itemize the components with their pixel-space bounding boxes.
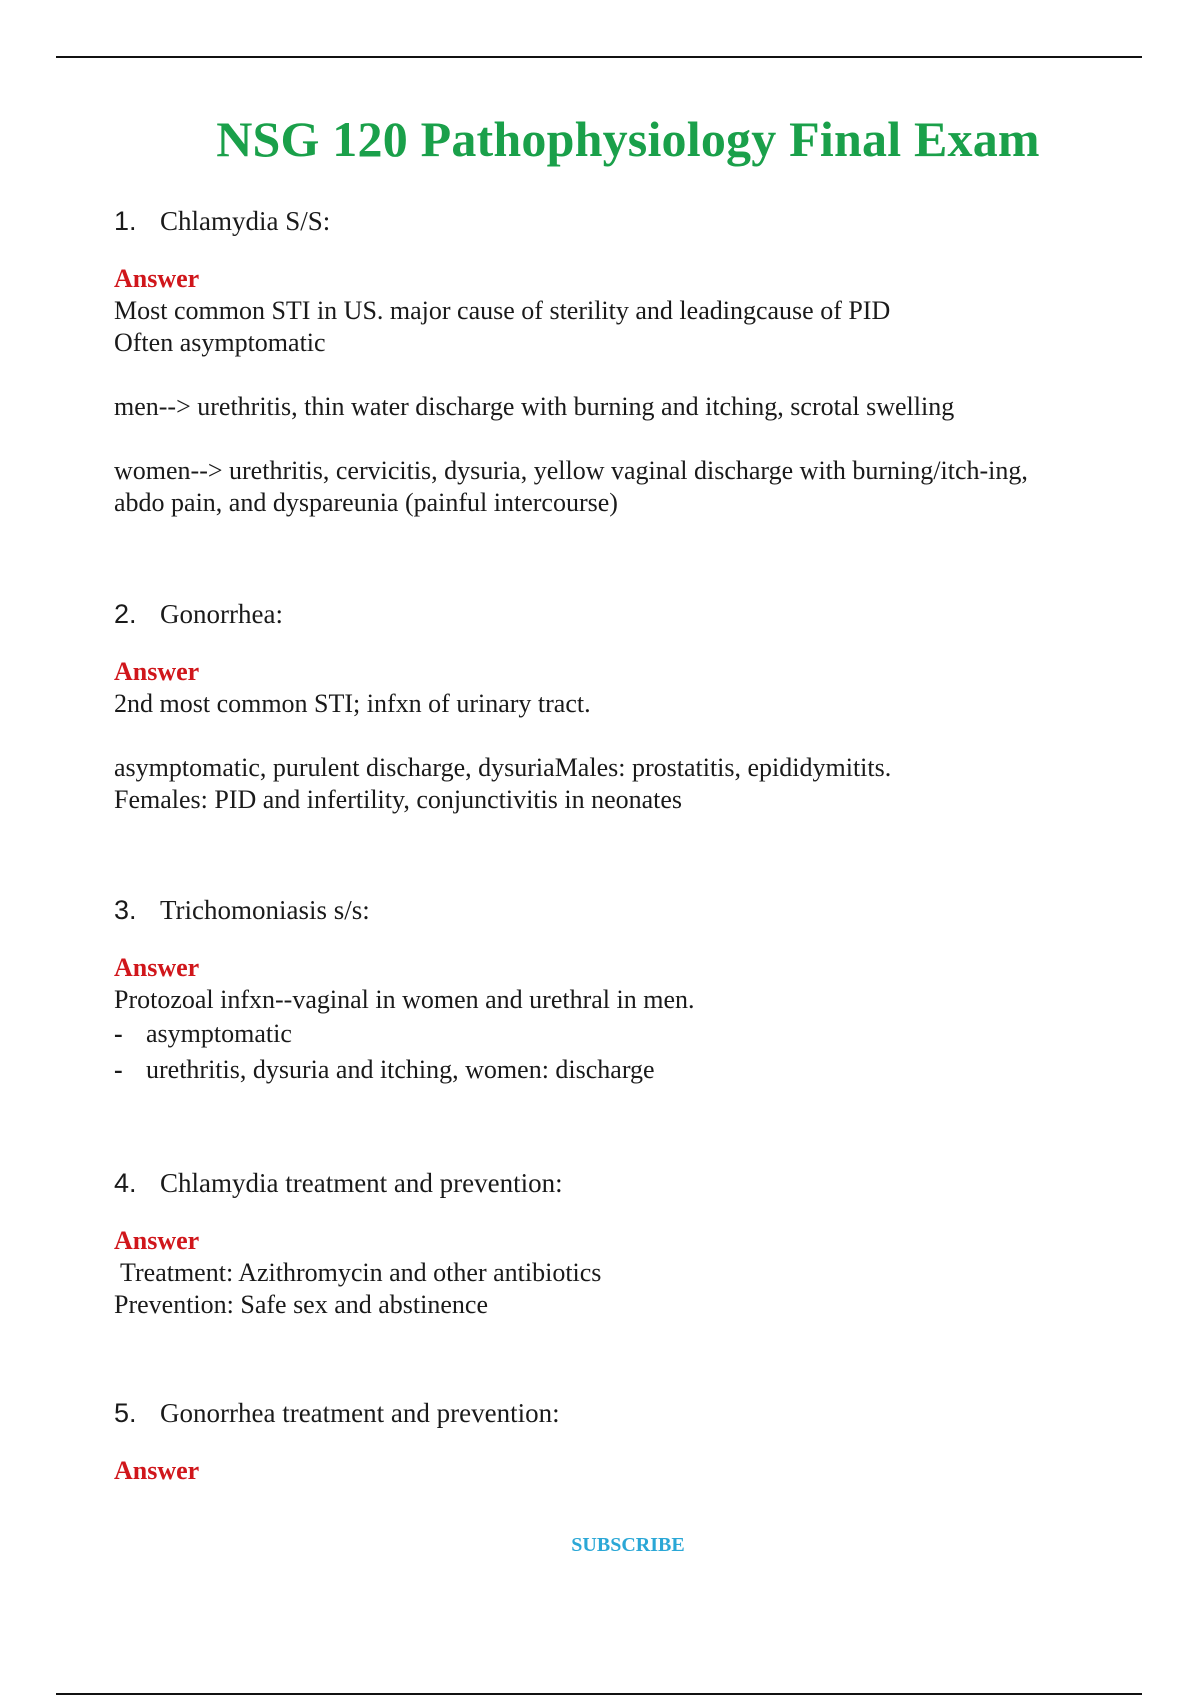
question-5 [114,1397,1114,1487]
answer-line: 2nd most common STI; infxn of urinary tract. [114,689,591,718]
page-title: NSG 120 Pathophysiology Final Exam [216,111,1040,167]
answer-label: Answer [114,264,200,293]
subscribe-link[interactable]: SUBSCRIBE [571,1534,685,1556]
question-prompt: Chlamydia treatment and prevention: [160,1168,563,1198]
question-number: 2. [114,599,137,629]
question-4 [114,1167,1114,1321]
answer-line: Most common STI in US. major cause of sterility and leadingcause of PID [114,296,891,325]
question-number: 1. [114,206,137,236]
answer-label: Answer [114,953,200,982]
question-2 [114,598,1114,816]
answer-label: Answer [114,657,200,686]
answer-line: Females: PID and infertility, conjunctivitis in neonates [114,785,683,814]
answer-line: men--> urethritis, thin water discharge with burning and itching, scrotal swelling [114,392,955,421]
list-item: - asymptomatic [114,1019,292,1048]
answer-line: Protozoal infxn--vaginal in women and urethral in men. [114,985,695,1014]
answer-line: women--> urethritis, cervicitis, dysuria, yellow vaginal discharge with burning/itch-ing, [114,456,1028,485]
answer-line: Prevention: Safe sex and abstinence [114,1290,488,1319]
question-prompt: Gonorrhea: [160,599,283,629]
answer-label: Answer [114,1456,200,1485]
top-rule [56,56,1142,58]
question-number: 4. [114,1168,137,1198]
bottom-rule [56,1693,1142,1695]
question-number: 3. [114,895,137,925]
question-3 [114,894,1114,1088]
question-prompt: Chlamydia S/S: [160,206,331,236]
list-item: - urethritis, dysuria and itching, women: discharge [114,1055,655,1084]
question-prompt: Trichomoniasis s/s: [160,895,370,925]
answer-line: abdo pain, and dyspareunia (painful intercourse) [114,488,618,517]
answer-label: Answer [114,1226,200,1255]
question-1 [114,205,1114,519]
answer-line: Treatment: Azithromycin and other antibiotics [114,1258,602,1287]
question-prompt: Gonorrhea treatment and prevention: [160,1398,560,1428]
answer-line: Often asymptomatic [114,328,326,357]
question-number: 5. [114,1398,137,1428]
answer-line: asymptomatic, purulent discharge, dysuriaMales: prostatitis, epididymitits. [114,753,892,782]
